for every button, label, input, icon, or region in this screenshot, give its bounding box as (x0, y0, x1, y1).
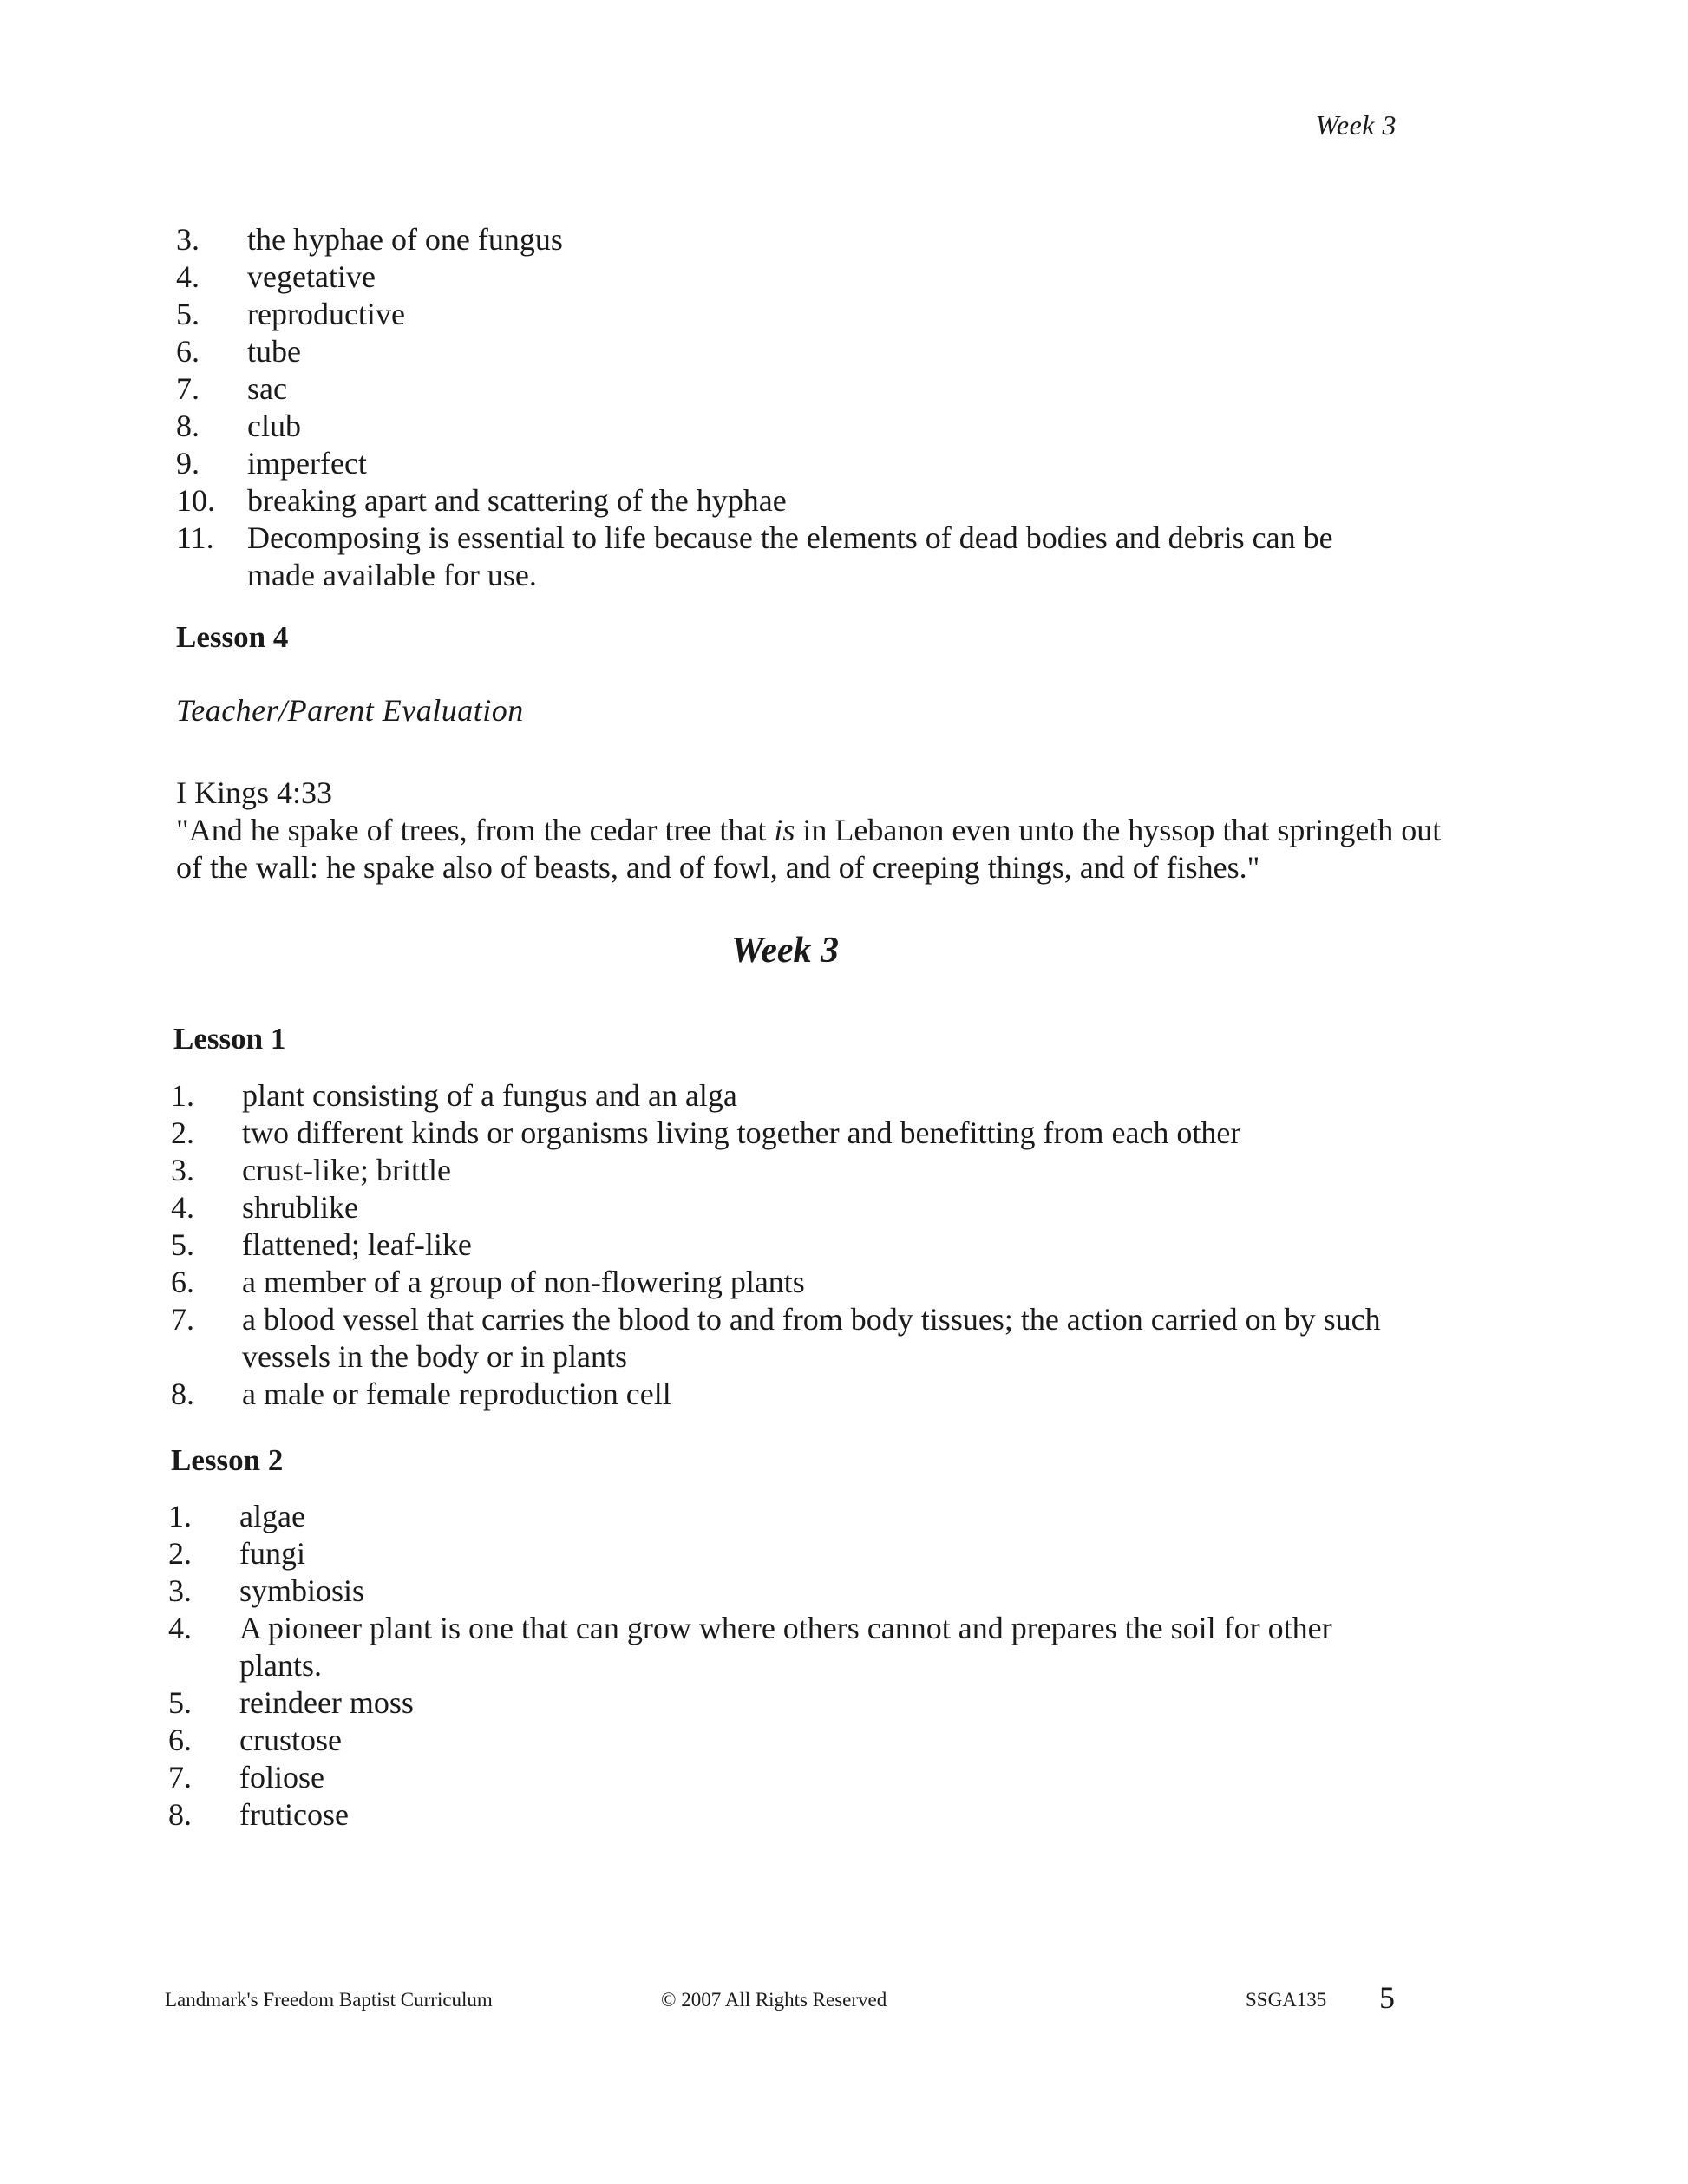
list-item (171, 1115, 1420, 1152)
lesson2-answer-list (168, 1498, 1365, 1834)
list-item (176, 370, 1364, 408)
scripture-reference: I Kings 4:33 (176, 775, 332, 810)
list-item (168, 1722, 1365, 1759)
item-number: 8. (176, 409, 200, 443)
item-text: two different kinds or organisms living together and benefitting from each other (242, 1115, 1241, 1150)
item-text: reindeer moss (239, 1685, 414, 1720)
item-number: 5. (168, 1685, 192, 1720)
item-text: fungi (239, 1536, 305, 1571)
item-number: 8. (168, 1797, 192, 1832)
lesson1-heading: Lesson 1 (173, 1022, 286, 1056)
item-number: 3. (171, 1153, 194, 1187)
item-text: reproductive (247, 297, 405, 331)
list-item (176, 482, 1364, 520)
verse-text: in Lebanon even unto the hyssop that springeth out of the wall: he spake also of beasts, and of fowl, and of creeping things, and of fishes." (176, 813, 1442, 885)
item-text: plant consisting of a fungus and an alga (242, 1078, 737, 1113)
item-text: a member of a group of non-flowering plants (242, 1265, 805, 1299)
item-number: 3. (168, 1573, 192, 1608)
item-text: A pioneer plant is one that can grow where others cannot and prepares the soil for other plants. (239, 1611, 1332, 1683)
lesson4-heading: Lesson 4 (176, 620, 289, 654)
list-item (176, 296, 1364, 333)
item-text: the hyphae of one fungus (247, 222, 563, 257)
list-item (171, 1264, 1420, 1301)
item-text: Decomposing is essential to life because the elements of dead bodies and debris can be made available for use. (247, 520, 1333, 592)
week-title: Week 3 (730, 931, 839, 971)
item-text: imperfect (247, 446, 367, 481)
lesson2-heading: Lesson 2 (171, 1443, 284, 1477)
item-text: crust-like; brittle (242, 1153, 451, 1187)
list-item (171, 1077, 1420, 1115)
item-text: fruticose (239, 1797, 349, 1832)
item-number: 6. (171, 1265, 194, 1299)
list-item (176, 333, 1364, 370)
list-item (171, 1189, 1420, 1226)
list-item (171, 1301, 1420, 1376)
lesson3-answer-list (176, 221, 1364, 594)
list-item (168, 1796, 1365, 1834)
item-number: 5. (171, 1227, 194, 1262)
item-text: vegetative (247, 259, 376, 294)
list-item (171, 1152, 1420, 1189)
evaluation-note: Teacher/Parent Evaluation (176, 693, 524, 728)
item-number: 2. (168, 1536, 192, 1571)
list-item (176, 520, 1364, 594)
item-text: crustose (239, 1723, 342, 1757)
item-text: a blood vessel that carries the blood to and from body tissues; the action carried on by such vessels in the body or in plants (242, 1302, 1381, 1374)
item-number: 5. (176, 297, 200, 331)
item-text: algae (239, 1499, 305, 1533)
item-number: 7. (168, 1760, 192, 1795)
item-text: tube (247, 334, 301, 369)
item-text: foliose (239, 1760, 324, 1795)
scripture-quote (176, 812, 1460, 886)
item-text: sac (247, 371, 287, 406)
item-number: 6. (176, 334, 200, 369)
list-item (176, 221, 1364, 258)
item-number: 6. (168, 1723, 192, 1757)
item-text: flattened; leaf-like (242, 1227, 472, 1262)
footer-code: SSGA135 (1246, 1989, 1327, 2011)
list-item (171, 1376, 1420, 1413)
item-number: 9. (176, 446, 200, 481)
list-item (168, 1684, 1365, 1722)
list-item (176, 258, 1364, 296)
item-text: a male or female reproduction cell (242, 1376, 671, 1411)
list-item (168, 1498, 1365, 1535)
list-item (176, 408, 1364, 445)
list-item (171, 1226, 1420, 1264)
list-item (168, 1573, 1365, 1610)
item-number: 8. (171, 1376, 194, 1411)
item-number: 10. (176, 483, 215, 518)
running-header: Week 3 (1315, 109, 1397, 141)
item-number: 1. (171, 1078, 194, 1113)
item-text: breaking apart and scattering of the hyphae (247, 483, 787, 518)
list-item (168, 1535, 1365, 1573)
page-number: 5 (1379, 1980, 1395, 2015)
item-number: 1. (168, 1499, 192, 1533)
verse-text: "And he spake of trees, from the cedar tree that (176, 813, 775, 847)
item-text: club (247, 409, 301, 443)
item-number: 4. (168, 1611, 192, 1645)
item-number: 4. (171, 1190, 194, 1225)
verse-italic-word: is (774, 813, 795, 847)
list-item (176, 445, 1364, 482)
lesson1-answer-list (171, 1077, 1420, 1413)
item-number: 11. (176, 520, 214, 555)
list-item (168, 1610, 1365, 1684)
item-number: 7. (176, 371, 200, 406)
item-text: symbiosis (239, 1573, 365, 1608)
item-number: 7. (171, 1302, 194, 1337)
item-text: shrublike (242, 1190, 358, 1225)
item-number: 4. (176, 259, 200, 294)
item-number: 2. (171, 1115, 194, 1150)
footer-publisher: Landmark's Freedom Baptist Curriculum (165, 1989, 493, 2011)
list-item (168, 1759, 1365, 1796)
item-number: 3. (176, 222, 200, 257)
footer-copyright: © 2007 All Rights Reserved (661, 1989, 887, 2011)
